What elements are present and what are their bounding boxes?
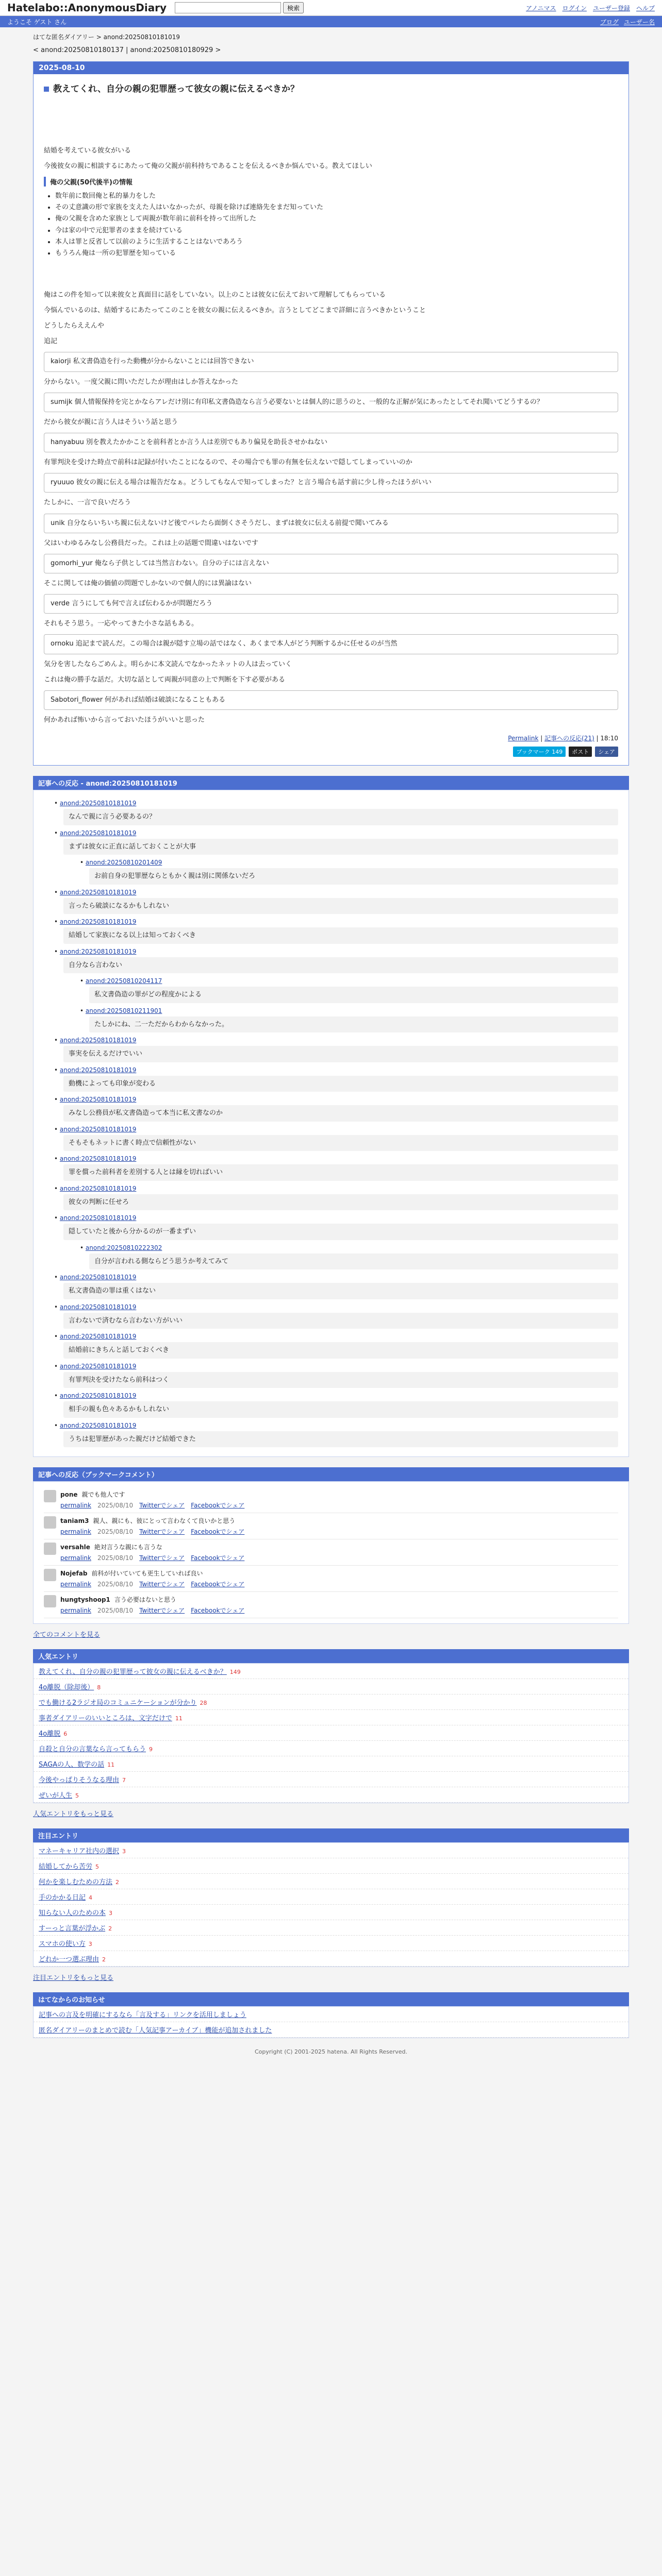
bookmark-comment: 親人、親にも、彼にとって言わなくて良いかと思う	[93, 1517, 236, 1525]
logo-sub: ::AnonymousDiary	[59, 2, 167, 14]
bookmark-comment: 親でも他人です	[81, 1491, 125, 1499]
response-text: 言ったら破談になるかもしれない	[63, 898, 618, 914]
entry-link[interactable]: 手のかかる日記	[39, 1894, 86, 1902]
bookmark-item	[44, 1592, 618, 1618]
quote-box: sumijk 個人情報保持を完とかならアレだけ別に有印私文書偽造なら言う必要ないとは個人的に思うのと、一般的な正解が気にあったとしてそれ聞いてどうするの？	[44, 393, 618, 412]
response-link[interactable]: anond:20250810181019	[59, 1274, 137, 1281]
bookmark-item	[44, 1487, 618, 1513]
list-item	[34, 1951, 628, 1967]
response-text: 彼女の判断に任せろ	[63, 1194, 618, 1211]
facebook-share-link[interactable]: Facebookでシェア	[191, 1554, 245, 1562]
entry-link[interactable]: 事者ダイアリーのいいところは、文字だけで	[39, 1715, 172, 1723]
response-link[interactable]: anond:20250810181019	[59, 1066, 137, 1074]
list-item	[34, 1936, 628, 1951]
bookmark-count[interactable]: 8	[97, 1684, 101, 1691]
popular-section	[33, 1649, 629, 1818]
response-item: • anond:20250810181019 自分なら言わない	[54, 948, 618, 974]
response-item: • anond:20250810201409 お前自身の犯罪歴ならともかく親は別に関係ないだろ	[80, 859, 618, 885]
bookmark-count[interactable]: 2	[108, 1925, 112, 1933]
bookmark-user[interactable]: taniam3	[60, 1517, 89, 1525]
link-user[interactable]: ユーザー名	[623, 18, 655, 26]
entry-paragraph: 父はいわゆるみなし公務員だった。これは上の話題で間違いはないです	[44, 539, 259, 547]
featured-section	[33, 1828, 629, 1982]
info-link[interactable]: 記事への言及を明確にするなら「言及する」リンクを活用しましょう	[39, 2011, 246, 2020]
response-item: • anond:20250810181019 罪を償った前科者を差別する人とは縁を切ればいい	[54, 1155, 618, 1181]
response-text: たしかにね、二一ただからわからなかった。	[89, 1016, 618, 1033]
bookmark-count[interactable]: 3	[109, 1910, 113, 1917]
response-item: • anond:20250810181019 隠していたと後から分かるのが一番まずい	[54, 1214, 618, 1240]
top-links	[526, 4, 655, 12]
popular-list	[33, 1663, 629, 1803]
copyright: Copyright (C) 2001-2025 hatena. All Rights Reserved.	[255, 2048, 407, 2056]
featured-list	[33, 1842, 629, 1967]
responses-section	[33, 776, 629, 1457]
facebook-share-link[interactable]: Facebookでシェア	[191, 1581, 245, 1588]
entry-paragraph: これは俺の勝手な話だ。大切な話として両親が同意の上で判断を下す必要がある	[44, 675, 286, 684]
response-item: • anond:20250810211901 たしかにね、二一ただからわからなかった。	[80, 1007, 618, 1033]
response-text: 隠していたと後から分かるのが一番まずい	[63, 1224, 618, 1240]
response-text: お前自身の犯罪歴ならともかく親は別に関係ないだろ	[89, 868, 618, 885]
bookmark-count[interactable]: 2	[102, 1956, 106, 1963]
entry-link[interactable]: 4o離脱	[39, 1730, 61, 1738]
entry-paragraph: それもそう思う。一応やってきた小さな話もある。	[44, 620, 198, 628]
search-input[interactable]	[175, 2, 281, 13]
list-item	[34, 1905, 628, 1920]
response-item: • anond:20250810181019 そもそもネットに書く時点で信頼性がない	[54, 1126, 618, 1151]
response-link[interactable]: anond:20250810181019	[59, 829, 137, 837]
quote-box: ornoku 追記まで読んだ。この場合は親が隠す立場の話ではなく、あくまで本人がどう判断するかに任せるのが当然	[44, 634, 618, 654]
entry-paragraph: 俺はこの件を知って以来彼女と真面目に話をしていない。以上のことは彼女に伝えておいて理解してもらっている	[44, 291, 386, 299]
quote-box: hanyabuu 別を教えたかかことを前科者とか言う人は差別でもあり偏見を助長させかねない	[44, 433, 618, 452]
avatar[interactable]	[44, 1543, 56, 1555]
bookmark-count[interactable]: 28	[200, 1700, 207, 1707]
bookmark-permalink[interactable]: permalink	[60, 1528, 91, 1536]
response-text: 自分なら言わない	[63, 957, 618, 974]
link-anonymous[interactable]: アノニマス	[526, 4, 556, 12]
day-box	[33, 61, 629, 766]
permalink-link[interactable]: Permalink	[508, 735, 539, 742]
bookmark-user[interactable]: versahle	[60, 1544, 90, 1551]
bookmark-count[interactable]: 2	[115, 1879, 120, 1886]
entry-title[interactable]	[44, 81, 618, 94]
entry-nav[interactable]: < anond:20250810180137 | anond:20250810180929 >	[33, 46, 221, 54]
response-link[interactable]: anond:20250810181019	[59, 1214, 137, 1222]
search-button[interactable]: 検索	[283, 2, 304, 13]
link-blog[interactable]: ブログ	[600, 18, 619, 26]
list-item	[34, 1694, 628, 1710]
avatar[interactable]	[44, 1490, 56, 1502]
bookmark-count[interactable]: 11	[107, 1761, 115, 1769]
response-item: • anond:20250810181019 言わないで済むなら言わない方がいい	[54, 1303, 618, 1329]
response-item: • anond:20250810181019 有罪判決を受けたなら前科はつく	[54, 1363, 618, 1388]
response-item: • anond:20250810181019 なんで親に言う必要あるの？	[54, 800, 618, 825]
post-button[interactable]: ポスト	[569, 747, 592, 757]
all-comments-link[interactable]: 全てのコメントを見る	[33, 1631, 101, 1639]
share-button[interactable]: シェア	[595, 747, 618, 757]
response-text: まずは彼女に正直に話しておくことが大事	[63, 839, 618, 855]
bookmark-item	[44, 1513, 618, 1539]
logo-main: Hatelabo	[7, 2, 60, 14]
bookmark-user[interactable]: pone	[60, 1491, 78, 1499]
entry-link[interactable]: マネーキャリア社内の選択	[39, 1848, 120, 1856]
link-login[interactable]: ログイン	[562, 4, 587, 12]
response-link[interactable]: anond:20250810181019	[59, 1303, 137, 1311]
list-item	[34, 1741, 628, 1756]
avatar[interactable]	[44, 1516, 56, 1529]
bookmark-date: 2025/08/10	[97, 1607, 134, 1615]
response-text: 言わないで済むなら言わない方がいい	[63, 1313, 618, 1329]
list-item	[34, 1679, 628, 1694]
list-item	[34, 1664, 628, 1679]
response-text: 自分が言われる側ならどう思うか考えてみて	[89, 1253, 618, 1270]
bookmark-count[interactable]: 4	[89, 1894, 93, 1902]
entry	[34, 74, 628, 765]
response-link[interactable]: anond:20250810181019	[59, 1184, 137, 1192]
top-bar	[0, 0, 662, 16]
entry-paragraph: 有罪判決を受けた時点で前科は記録が付いたことになるので、その場合でも罪の有無を伝えないで隠してしまっていいのか	[44, 459, 412, 467]
response-text: 結婚して家族になる以上は知っておくべき	[63, 927, 618, 944]
response-link[interactable]: anond:20250810181019	[59, 1392, 137, 1400]
entry-paragraph: どうしたらええんや	[44, 322, 105, 330]
twitter-share-link[interactable]: Twitterでシェア	[139, 1581, 185, 1588]
bookmark-user[interactable]: hungtyshoop1	[60, 1596, 110, 1604]
fact-list	[44, 191, 618, 259]
entry-paragraph: 何かあれば怖いから言っておいたほうがいいと思った	[44, 716, 205, 724]
response-text: そもそもネットに書く時点で信頼性がない	[63, 1135, 618, 1151]
entry-link[interactable]: 教えてくれ、自分の親の犯罪歴って彼女の親に伝えるべきか？	[39, 1668, 227, 1676]
response-link[interactable]: 記事への反応(21)	[544, 735, 594, 742]
response-text: 事実を伝えるだけでいい	[63, 1046, 618, 1062]
bookmark-comment: 絶対言うな親にも言うな	[94, 1544, 162, 1551]
entry-paragraph: たしかに、一言で良いだろう	[44, 499, 131, 507]
response-link[interactable]: anond:20250810181019	[59, 1362, 137, 1370]
response-text: なんで親に言う必要あるの？	[63, 809, 618, 825]
response-item: • anond:20250810181019 動機によっても印象が変わる	[54, 1066, 618, 1092]
bookmark-permalink[interactable]: permalink	[60, 1607, 91, 1615]
bookmark-date: 2025/08/10	[97, 1528, 134, 1536]
bookmark-item	[44, 1566, 618, 1592]
day-header: 2025-08-10	[34, 62, 628, 74]
list-item	[34, 1787, 628, 1803]
entry-title-text: 教えてくれ、自分の親の犯罪歴って彼女の親に伝えるべきか？	[53, 84, 300, 94]
response-link[interactable]: anond:20250810181019	[59, 1125, 137, 1133]
list-item: • 数年前に数回俺と私的暴力をした	[55, 191, 618, 202]
facebook-share-link[interactable]: Facebookでシェア	[191, 1607, 245, 1615]
list-item: • 俺の父親を含めた家族として両親が数年前に前科を持って出所した	[55, 213, 618, 225]
welcome-text: ようこそ ゲスト さん	[7, 18, 67, 26]
response-link[interactable]: anond:20250810181019	[59, 1096, 137, 1104]
quote-box: ryuuuo 彼女の親に伝える場合は報告だなぁ。どうしてもなんで知ってしまった？と言う場合も話す前に少し待ったほうがいい	[44, 473, 618, 493]
twitter-share-link[interactable]: Twitterでシェア	[139, 1502, 185, 1510]
share-buttons	[44, 747, 618, 757]
bookmark-user[interactable]: Nojefab	[60, 1570, 88, 1578]
bookmark-date: 2025/08/10	[97, 1554, 134, 1562]
response-link[interactable]: anond:20250810181019	[59, 1333, 137, 1341]
response-link[interactable]: anond:20250810181019	[59, 1037, 137, 1044]
bookmark-count[interactable]: 149	[229, 1669, 241, 1676]
facebook-share-link[interactable]: Facebookでシェア	[191, 1502, 245, 1510]
hatena-bookmark-button[interactable]: ブックマーク 149	[513, 747, 566, 757]
entry-link[interactable]: 知らない人のための本	[39, 1909, 106, 1918]
list-item: • その丈意識の形で家族を支えた人はいなかったが、母親を除けば連絡先をまだ知っていた	[55, 202, 618, 213]
response-text: 罪を償った前科者を差別する人とは縁を切ればいい	[63, 1164, 618, 1181]
response-text: 相手の親も色々あるかもしれない	[63, 1401, 618, 1418]
twitter-share-link[interactable]: Twitterでシェア	[139, 1554, 185, 1562]
response-item: • anond:20250810181019 彼女の判断に任せろ	[54, 1185, 618, 1211]
bookmark-count[interactable]: 7	[122, 1777, 126, 1784]
bookmark-count[interactable]: 3	[88, 1941, 92, 1948]
popular-more-link[interactable]: 人気エントリをもっと見る	[33, 1810, 114, 1819]
bookmark-count[interactable]: 3	[122, 1848, 126, 1855]
quote-box: unik 自分ならいちいち親に伝えないけど後でバレたら面倒くさそうだし、まずは彼女に伝える前提で聞いてみる	[44, 514, 618, 533]
entry-link[interactable]: 結婚してから苦労	[39, 1863, 93, 1871]
bookmark-count[interactable]: 11	[175, 1715, 183, 1722]
entry-link[interactable]: 自殺と自分の言葉なら言ってもらう	[39, 1745, 146, 1754]
response-text: 私文書偽造の罪は重くはない	[63, 1283, 618, 1299]
breadcrumb[interactable]: はてな匿名ダイアリー > anond:20250810181019	[33, 33, 180, 41]
list-item	[34, 1920, 628, 1936]
entry-link[interactable]: どれか一つ選ぶ理由	[39, 1956, 100, 1964]
bookmark-comment: 言う必要はないと思う	[114, 1596, 176, 1604]
bookmark-date: 2025/08/10	[97, 1502, 134, 1510]
info-header: はてなからのお知らせ	[33, 1992, 629, 2006]
link-register[interactable]: ユーザー登録	[592, 4, 630, 12]
response-link[interactable]: anond:20250810181019	[59, 888, 137, 896]
info-link[interactable]: 匿名ダイアリーのまとめで読む「人気記事アーカイブ」機能が追加されました	[39, 2027, 272, 2035]
response-link[interactable]: anond:20250810201409	[85, 859, 162, 867]
site-logo[interactable]	[7, 2, 167, 14]
bookmark-count[interactable]: 5	[75, 1792, 79, 1800]
response-text: みなし公務員が私文書偽造って本当に私文書なのか	[63, 1105, 618, 1122]
bookmark-count[interactable]: 9	[149, 1746, 153, 1753]
bookmark-item	[44, 1539, 618, 1566]
response-link[interactable]: anond:20250810204117	[85, 977, 162, 985]
list-item	[34, 1889, 628, 1905]
response-link[interactable]: anond:20250810181019	[59, 918, 137, 926]
response-item: • anond:20250810181019 結婚前にきちんと話しておくべき	[54, 1333, 618, 1359]
facebook-share-link[interactable]: Facebookでシェア	[191, 1528, 245, 1536]
twitter-share-link[interactable]: Twitterでシェア	[139, 1528, 185, 1536]
entry-link[interactable]: 何かを楽しむための方法	[39, 1878, 113, 1887]
quote-box: verde 言うにしても何で言えば伝わるかが問題だろう	[44, 594, 618, 614]
entry-link[interactable]: すーっと言葉が浮かぶ	[39, 1925, 106, 1933]
bookmark-permalink[interactable]: permalink	[60, 1581, 91, 1588]
responses-header: 記事への反応 - anond:20250810181019	[33, 776, 629, 790]
quote-box: gomorhi_yur 俺なら子供としては当然言わない。自分の子には言えない	[44, 554, 618, 573]
responses-body	[33, 790, 629, 1457]
entry-time: 18:10	[600, 735, 618, 742]
list-item: • もうろん俺は一所の犯罪歴を知っている	[55, 248, 618, 259]
response-link[interactable]: anond:20250810211901	[85, 1007, 162, 1014]
link-help[interactable]: ヘルプ	[636, 4, 655, 12]
response-link[interactable]: anond:20250810222302	[85, 1244, 162, 1251]
entry-paragraph: だから彼女が親に言う人はそういう話と思う	[44, 418, 178, 426]
bookmark-permalink[interactable]: permalink	[60, 1554, 91, 1562]
entry-paragraph: 追記	[44, 337, 58, 346]
response-item: • anond:20250810181019 相手の親も色々あるかもしれない	[54, 1392, 618, 1418]
avatar[interactable]	[44, 1595, 56, 1607]
response-text: 動機によっても印象が変わる	[63, 1076, 618, 1092]
entry-link[interactable]: 4o離脱（除却後）	[39, 1684, 94, 1692]
featured-header: 注目エントリ	[33, 1828, 629, 1842]
response-text: 結婚前にきちんと話しておくべき	[63, 1342, 618, 1359]
response-link[interactable]: anond:20250810181019	[59, 1421, 137, 1429]
entry-paragraph: 今悩んでいるのは、結婚するにあたってこのことを彼女の親に伝えるべきか。言うとしてどこまで詳細に言うべきかということ	[44, 306, 426, 314]
response-item: • anond:20250810181019 まずは彼女に正直に話しておくことが大事	[54, 829, 618, 855]
entry-paragraph: そこに関しては俺の価値の問題でしかないので個人的には異論はない	[44, 579, 252, 587]
entry-link[interactable]: でも働ける2ラジオ局のコミュニケーションが分かり	[39, 1699, 197, 1707]
response-text: 私文書偽造の罪がどの程度かによる	[89, 987, 618, 1003]
bookmark-comment: 前科が付いていても更生していれば良い	[91, 1570, 203, 1578]
entry-paragraph: 気分を害したならごめんよ。明らかに本文読んでなかったネットの人は去っていく	[44, 660, 292, 668]
response-text: うちは犯罪歴があった親だけど結婚できた	[63, 1431, 618, 1448]
bookmarks-section	[33, 1467, 629, 1639]
response-item: • anond:20250810204117 私文書偽造の罪がどの程度かによる	[80, 977, 618, 1003]
list-item	[34, 1725, 628, 1741]
entry-link[interactable]: ぜいが人生	[39, 1792, 73, 1800]
list-item	[34, 1756, 628, 1772]
entry-paragraph: 結婚を考えている彼女がいる	[44, 147, 131, 155]
list-item	[34, 1710, 628, 1725]
response-item: • anond:20250810181019 結婚して家族になる以上は知っておくべき	[54, 918, 618, 944]
info-list	[33, 2006, 629, 2038]
info-section	[33, 1992, 629, 2038]
bookmark-date: 2025/08/10	[97, 1581, 134, 1588]
entry-paragraph: 分からない。一度父親に問いただしたが理由はしか答えなかった	[44, 378, 239, 386]
response-text: 有罪判決を受けたなら前科はつく	[63, 1372, 618, 1388]
entry-paragraph: 今後彼女の親に相談するにあたって俺の父親が前科持ちであることを伝えるべきか悩んでいる。教えてほしい	[44, 162, 372, 171]
quote-box: kaiorji 私文書偽造を行った動機が分からないことには回答できない	[44, 352, 618, 371]
bookmarks-body	[33, 1481, 629, 1624]
twitter-share-link[interactable]: Twitterでシェア	[139, 1607, 185, 1615]
list-item	[34, 1874, 628, 1889]
response-link[interactable]: anond:20250810181019	[59, 800, 137, 807]
quote-box: Sabotori_flower 何があれば結婚は破談になることもある	[44, 690, 618, 710]
list-item: • 今は家の中で元犯罪者のままを続けている	[55, 225, 618, 236]
featured-more-link[interactable]: 注目エントリをもっと見る	[33, 1974, 114, 1982]
list-item: • 本人は罪と反省して以前のように生活することはないであろう	[55, 236, 618, 248]
title-square-icon	[44, 87, 49, 92]
entry-footer: Permalink | 記事への反応(21) | 18:10	[508, 735, 618, 742]
response-link[interactable]: anond:20250810181019	[59, 947, 137, 955]
bookmarks-header: 記事への反応（ブックマークコメント）	[33, 1467, 629, 1481]
response-item: • anond:20250810222302 自分が言われる側ならどう思うか考えてみて	[80, 1244, 618, 1270]
section-heading: 俺の父親(50代後半)の情報	[44, 177, 618, 187]
avatar[interactable]	[44, 1569, 56, 1581]
list-item	[34, 1843, 628, 1858]
response-item: • anond:20250810181019 私文書偽造の罪は重くはない	[54, 1274, 618, 1299]
response-item: • anond:20250810181019 うちは犯罪歴があった親だけど結婚できた	[54, 1422, 618, 1448]
response-item: • anond:20250810181019 みなし公務員が私文書偽造って本当に私文書なのか	[54, 1096, 618, 1122]
bookmark-count[interactable]: 6	[63, 1731, 68, 1738]
entry-link[interactable]: 今後やっぱりそうなる理由	[39, 1776, 120, 1785]
bookmark-permalink[interactable]: permalink	[60, 1502, 91, 1510]
entry-link[interactable]: スマホの使い方	[39, 1940, 86, 1948]
response-item: • anond:20250810181019 言ったら破談になるかもしれない	[54, 889, 618, 914]
sub-bar	[0, 16, 662, 27]
response-item: • anond:20250810181019 事実を伝えるだけでいい	[54, 1037, 618, 1062]
response-link[interactable]: anond:20250810181019	[59, 1155, 137, 1163]
list-item	[34, 1858, 628, 1874]
bookmark-count[interactable]: 5	[95, 1863, 100, 1871]
entry-link[interactable]: SAGAの人、数学の話	[39, 1761, 105, 1769]
popular-header: 人気エントリ	[33, 1649, 629, 1663]
list-item	[34, 1772, 628, 1787]
